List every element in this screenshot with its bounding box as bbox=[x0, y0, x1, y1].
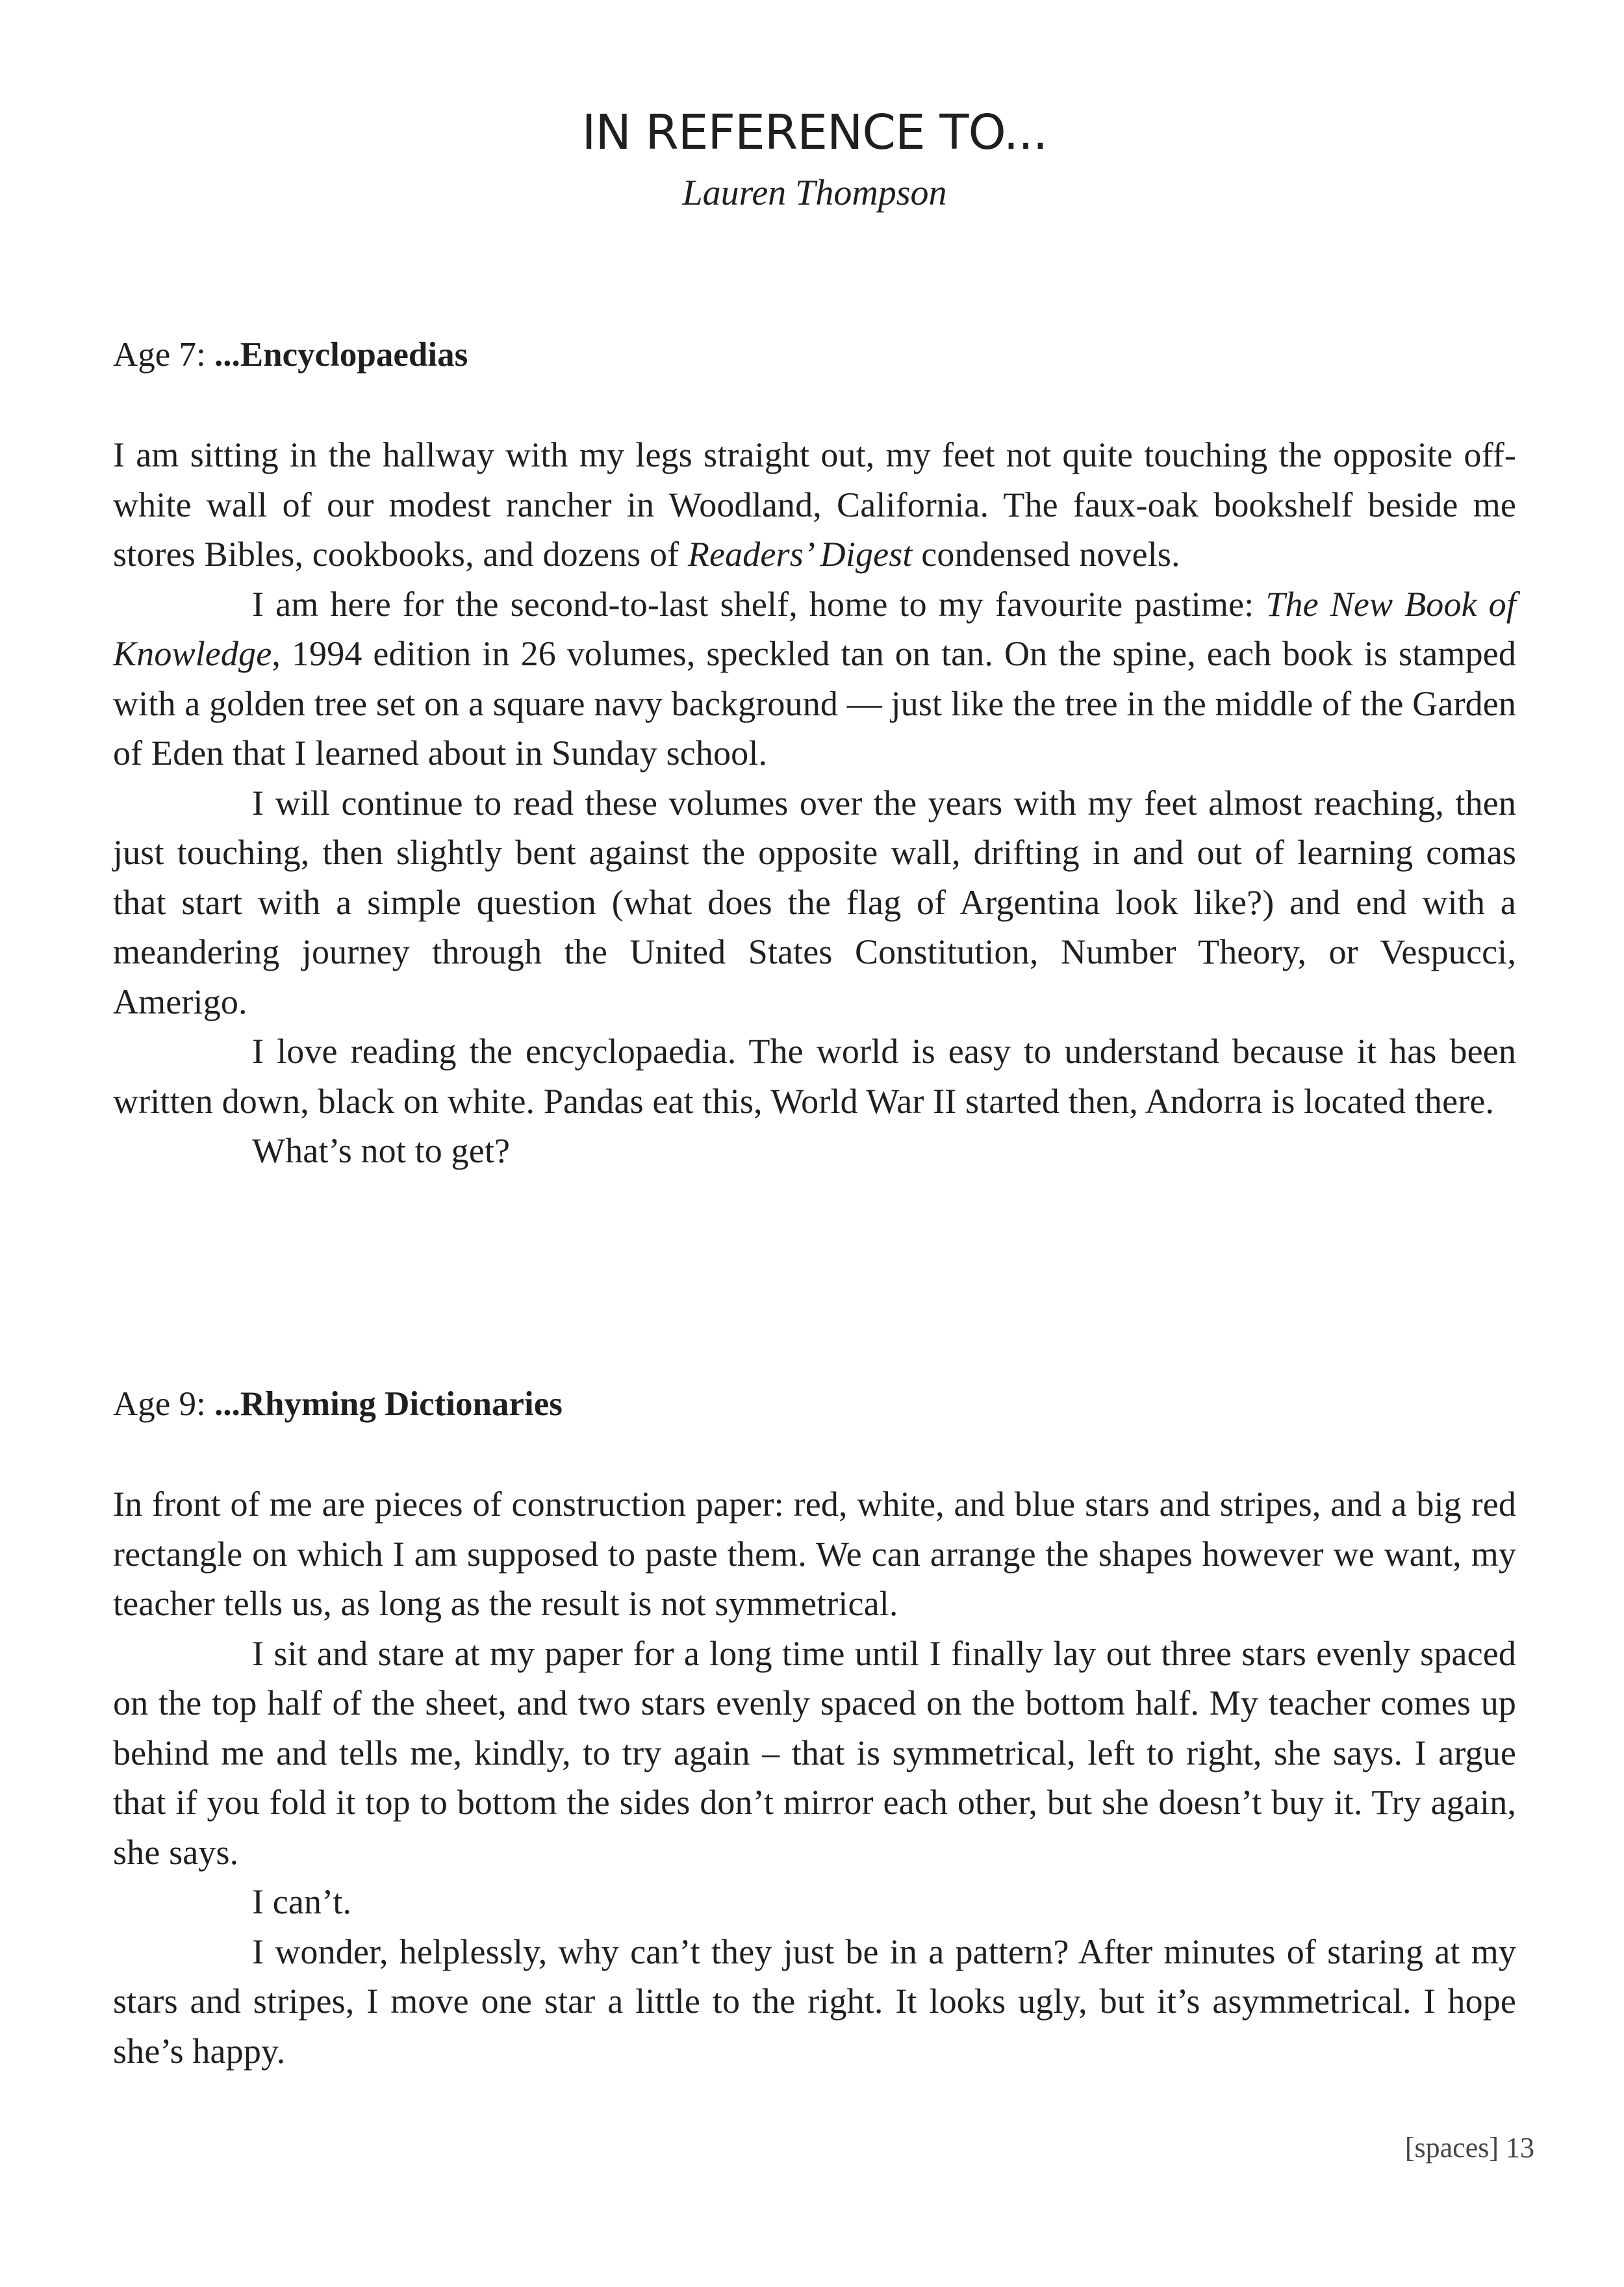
paragraph: I can’t. bbox=[252, 1882, 352, 1921]
paragraph bbox=[113, 430, 1516, 580]
paragraph bbox=[113, 580, 1516, 778]
section-age-7 bbox=[113, 329, 1516, 1176]
heading-prefix: Age 7: bbox=[113, 336, 215, 374]
author-name: Lauren Thompson bbox=[682, 173, 947, 213]
paragraph: What’s not to get? bbox=[252, 1131, 511, 1170]
paragraph: I sit and stare at my paper for a long time until I finally lay out three stars evenly spaced on the top half of the sheet, and two stars evenly spaced on the bottom half. My teacher comes up behind me and tells me, kindly, to try again – that is symmetrical, left to right, she says. I argue that if you fold it top to bottom the sides don’t mirror each other, but she doesn’t buy it. Try again, she says. bbox=[113, 1633, 1516, 1872]
paragraph-text: , 1994 edition in 26 volumes, speckled tan on tan. On the spine, each book is stamped with a golden tree set on a square navy background — just like the tree in the middle of the Garden of Eden that I learned about in Sunday school. bbox=[113, 634, 1516, 773]
paragraph-italic-title: The New Book of Knowledge bbox=[113, 584, 1516, 673]
journal-name: [spaces] bbox=[1404, 2132, 1499, 2164]
paragraph: I love reading the encyclopaedia. The world is easy to understand because it has been written down, black on white. Pandas eat this, World War II started then, Andorra is located there. bbox=[113, 1032, 1516, 1121]
heading-prefix: Age 9: bbox=[113, 1385, 215, 1423]
paragraph: In front of me are pieces of construction paper: red, white, and blue stars and stripes, and a big red rectangle on which I am supposed to paste them. We can arrange the shapes however we want, my teacher tells us, as long as the result is not symmetrical. bbox=[113, 1485, 1516, 1623]
paragraph-text: I am here for the second-to-last shelf, home to my favourite pastime: bbox=[252, 584, 1266, 624]
page-number: 13 bbox=[1506, 2132, 1534, 2164]
paragraph-text: condensed novels. bbox=[912, 535, 1180, 574]
paragraph-text: I am sitting in the hallway with my legs straight out, my feet not quite touching the opposite off-white wall of our modest rancher in Woodland, California. The faux-oak bookshelf beside me stores Bibles, cookbooks, and dozens of bbox=[113, 435, 1516, 574]
page-title: IN REFERENCE TO... bbox=[581, 105, 1048, 160]
section-body bbox=[113, 1479, 1516, 2076]
section-heading bbox=[113, 1379, 1516, 1429]
document-page bbox=[113, 0, 1516, 2287]
section-heading bbox=[113, 329, 1516, 380]
heading-topic: ...Rhyming Dictionaries bbox=[214, 1385, 563, 1423]
heading-topic: ...Encyclopaedias bbox=[214, 336, 468, 374]
page-footer bbox=[1405, 2131, 1534, 2164]
section-age-9 bbox=[113, 1379, 1516, 2076]
paragraph: I will continue to read these volumes over the years with my feet almost reaching, then just touching, then slightly bent against the opposite wall, drifting in and out of learning comas that start with a simple question (what does the flag of Argentina look like?) and end with a meandering journey through the United States Constitution, Number Theory, or Vespucci, Amerigo. bbox=[113, 783, 1516, 1021]
paragraph-italic-title: Readers’ Digest bbox=[687, 535, 913, 574]
section-body bbox=[113, 430, 1516, 1176]
paragraph: I wonder, helplessly, why can’t they just be in a pattern? After minutes of staring at my stars and stripes, I move one star a little to the right. It looks ugly, but it’s asymmetrical. I hope she’s happy. bbox=[113, 1932, 1516, 2071]
